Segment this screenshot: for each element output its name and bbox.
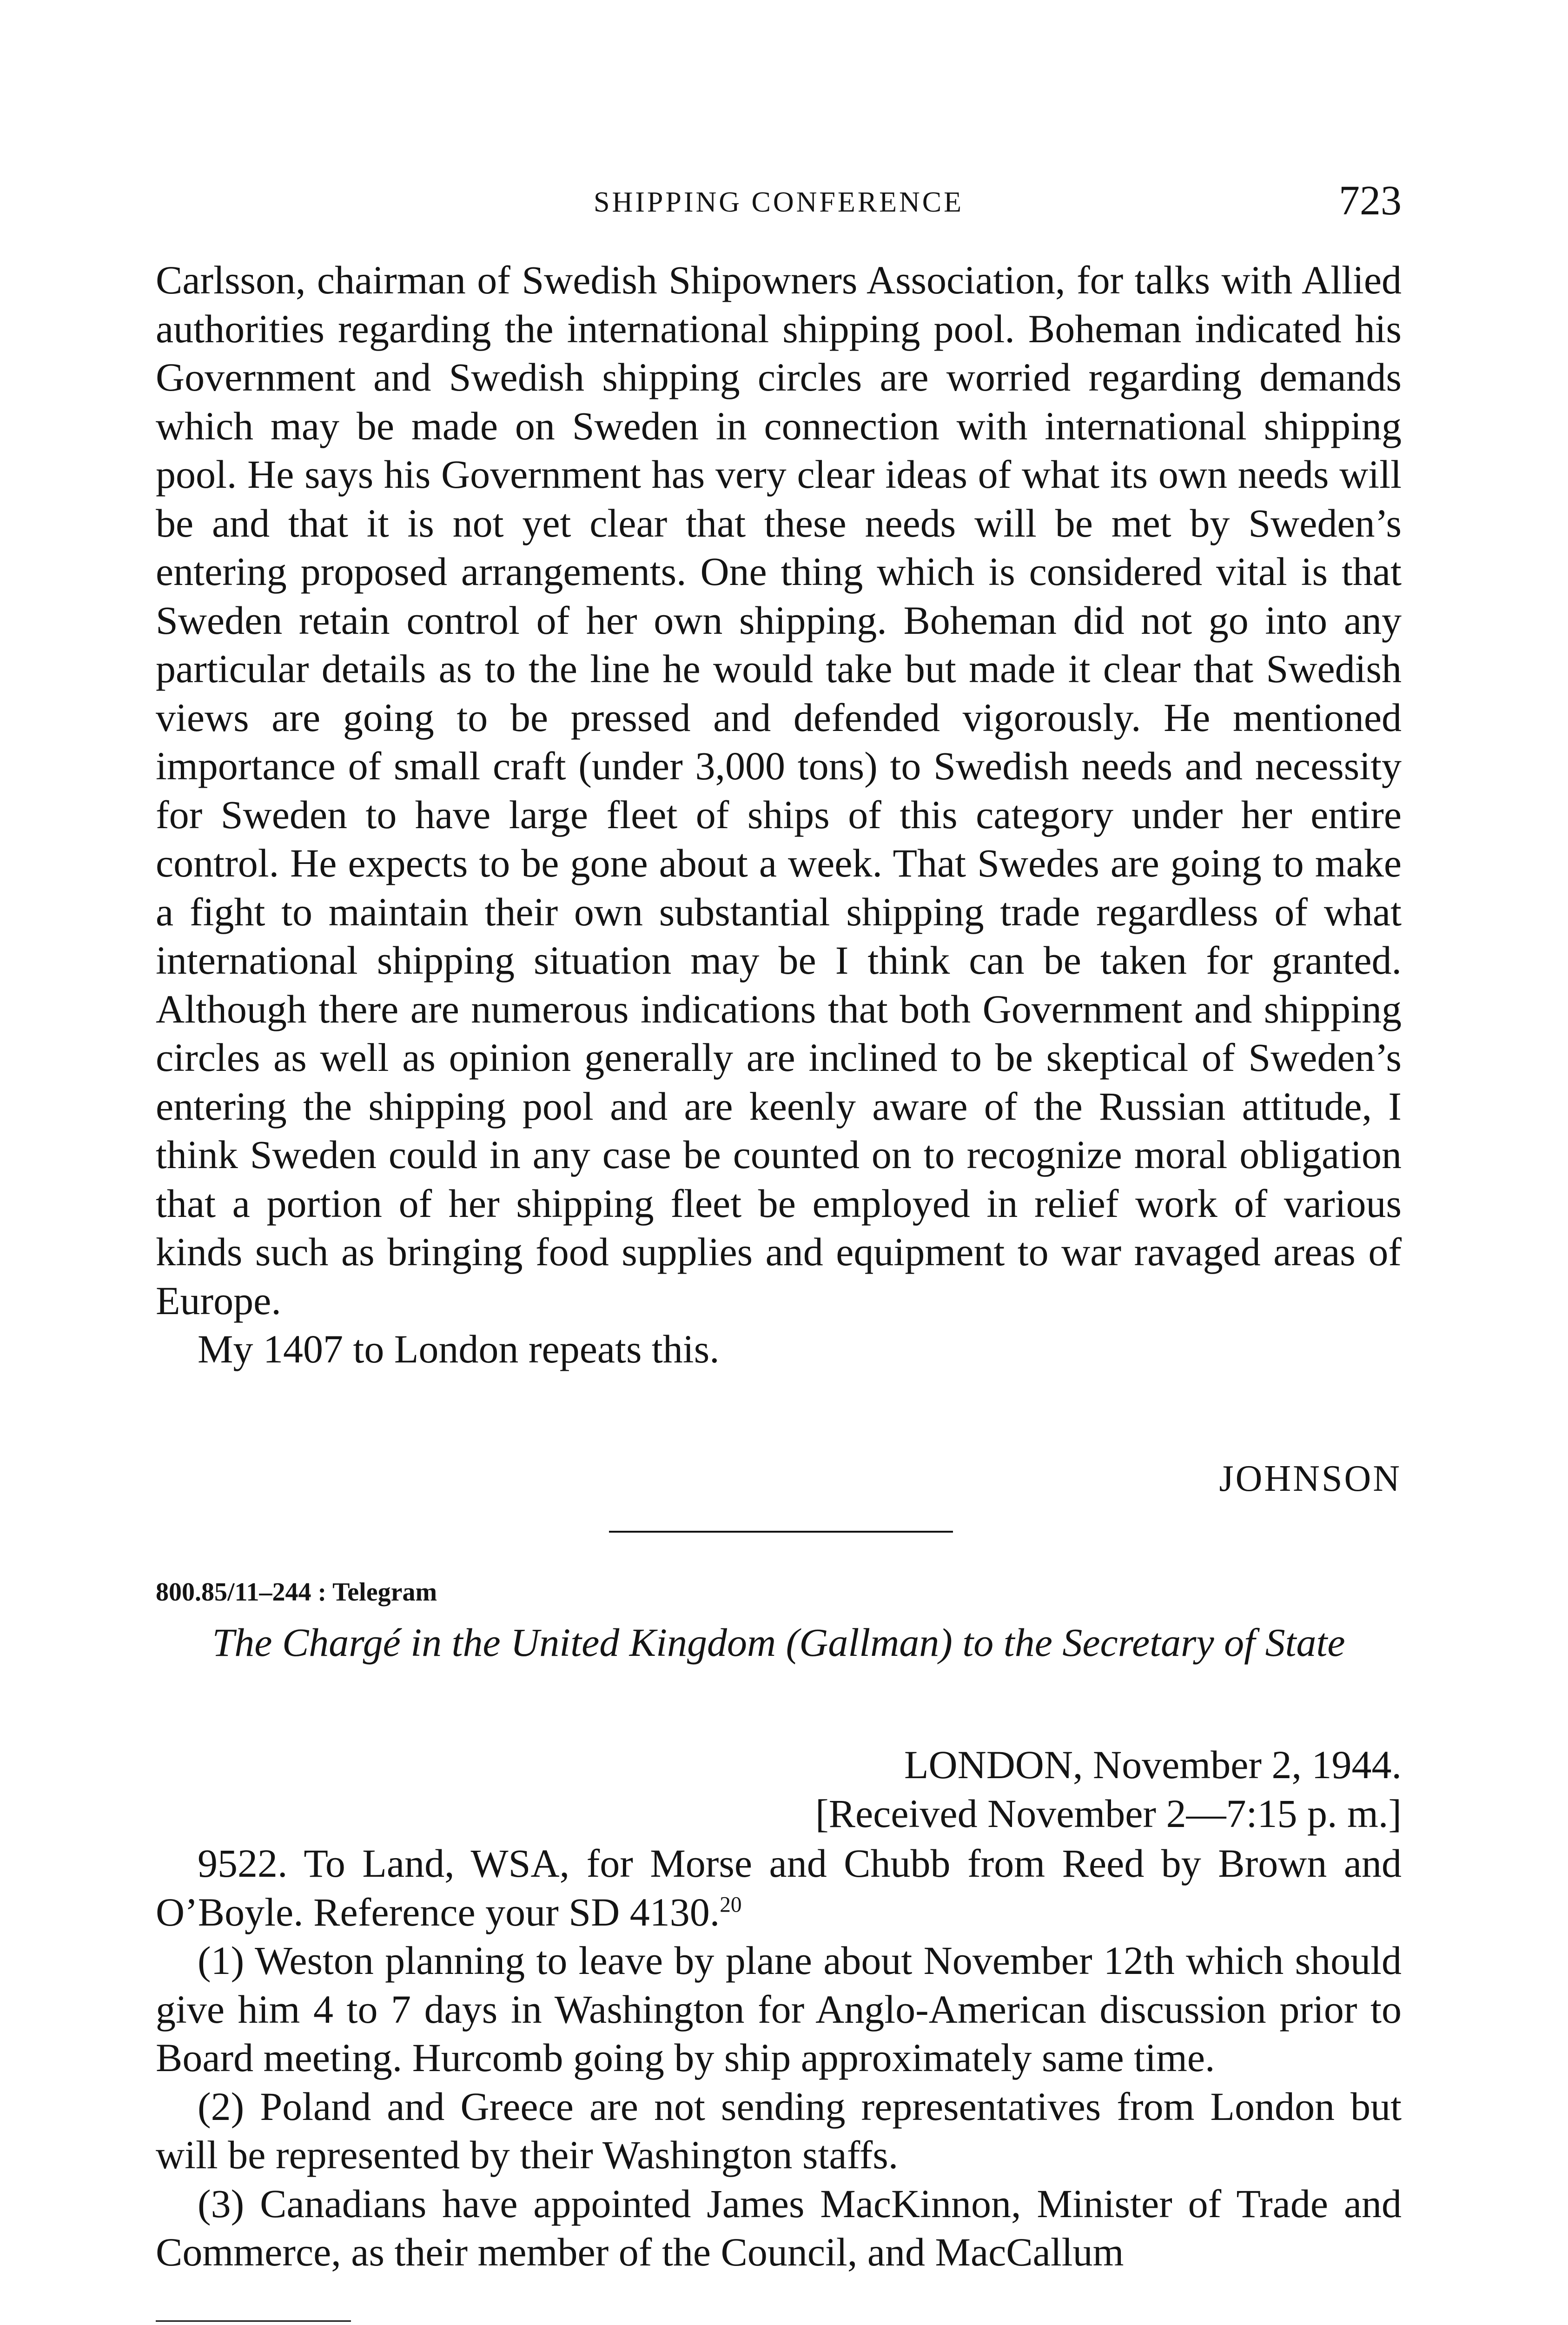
footnote-marker: 20 (720, 1892, 742, 1917)
page-number: 723 (1339, 178, 1402, 224)
telegram-paragraph (156, 1839, 1402, 1936)
first-item-closing-paragraph: My 1407 to London repeats this. (198, 1327, 720, 1371)
telegram-paragraph-text: 9522. To Land, WSA, for Morse and Chubb from Reed by Brown and O’Boyle. Reference your SD 4130. (156, 1841, 1402, 1934)
telegram-paragraph-1: (1) Weston planning to leave by plane about November 12th which should give him 4 to 7 days in Washington for Anglo-American discussion prior to Board meeting. Hurcomb going by ship approximately same time. (156, 1938, 1402, 2080)
section-divider (609, 1531, 953, 1533)
first-item-body (156, 256, 1402, 1374)
first-item-paragraph: Carlsson, chairman of Swedish Shipowners Association, for talks with Allied authorities regarding the international shipping pool. Boheman indicated his Government and Swedish shipping circles are worried regarding demands which may be made on Sweden in connection with international shipping pool. He says his Government has very clear ideas of what its own needs will be and that it is not yet clear that these needs will be met by Sweden’s entering proposed arrangements. One thing which is considered vital is that Sweden retain control of her own shipping. Boheman did not go into any particular details as to the line he would take but made it clear that Swedish views are going to be pressed and defended vigorously. He mentioned importance of small craft (under 3,000 tons) to Swedish needs and necessity for Sweden to have large fleet of ships of this category under her entire control. He expects to be gone about a week. That Swedes are going to make a fight to maintain their own substantial shipping trade regardless of what international shipping situation may be I think can be taken for granted. Although there are numerous indications that both Government and shipping circles as well as opinion generally are inclined to be skeptical of Sweden’s entering the shipping pool and are keenly aware of the Russian attitude, I think Sweden could in any case be counted on to recognize moral obligation that a portion of her shipping fleet be employed in relief work of various kinds such as bringing food supplies and equipment to war ravaged areas of Europe. (156, 258, 1402, 1323)
footnote-rule (156, 2320, 351, 2322)
page-header (156, 177, 1402, 228)
dateline: LONDON, November 2, 1944. (904, 1742, 1402, 1787)
file-reference: 800.85/11–244 : Telegram (156, 1578, 437, 1607)
running-head: SHIPPING CONFERENCE (593, 186, 964, 218)
received-line: [Received November 2—7:15 p. m.] (815, 1791, 1402, 1836)
signature: JOHNSON (1219, 1458, 1402, 1499)
telegram-paragraph-2: (2) Poland and Greece are not sending representatives from London but will be represented by their Washington staffs. (156, 2084, 1402, 2177)
second-item-body (156, 1839, 1402, 2277)
document-title: The Chargé in the United Kingdom (Gallman) to the Secretary of State (212, 1620, 1345, 1665)
telegram-paragraph-3: (3) Canadians have appointed James MacKinnon, Minister of Trade and Commerce, as their member of the Council, and MacCallum (156, 2181, 1402, 2274)
